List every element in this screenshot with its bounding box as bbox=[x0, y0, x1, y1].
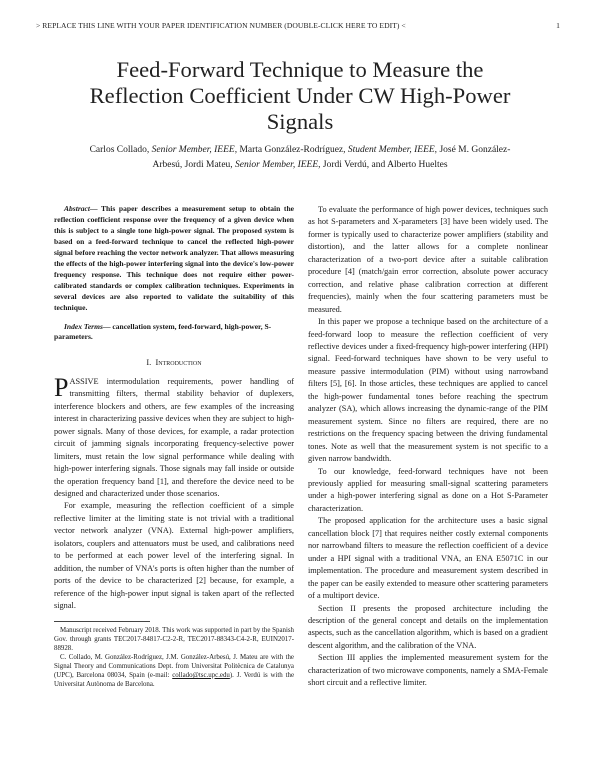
footnote-affiliations: C. Collado, M. González-Rodríguez, J.M. González-Arbesú, J. Mateu are with the Signal Theory and Communications Dept. from Universitat Politècnica de Catalunya (UPC), Barcelona 08034, Spain (e-mail: collado@tsc.upc.edu). J. Verdú is with the Universitat Autònoma de Barcelona. bbox=[54, 653, 294, 689]
body-paragraph: Section II presents the proposed architecture including the description of the general concept and details on the implementation aspects, such as the cancellation algorithm, which is based on a gradient descent algorithm, and the calibration of the VNA. bbox=[308, 603, 548, 650]
section-heading-introduction bbox=[54, 357, 294, 369]
abstract-lead: Abstract bbox=[64, 204, 90, 213]
intro-paragraph-2: For example, measuring the reflection coefficient of a simple reflective limiter at the limiting state is not trivial with a traditional vector network analyzer (VNA). External high-power amplifiers, isolators, couplers and attenuators must be used, and calibrations need to be performed at each power level of the interfering signal. In addition, the number of VNA's ports is often higher than the number of ports of the device to be characterized [2] because, for example, a reference of the high-power input signal is taken apart of the reflected signal. bbox=[54, 501, 294, 611]
body-paragraph: In this paper we propose a technique based on the architecture of a feed-forward loop to measure the reflection coefficient of very reflective devices under a fixed-frequency high-power interfering (HPI) signal. Feed-forward techniques have shown to be very useful to measure passive intermodulation (PIM) without using narrowband filters [5], [6]. In those articles, these techniques are applied to cancel the high-power fundamental tones before reaching the spectrum analyzer (SA), which allows increasing the dynamic-range of the PIM measurement system. Since no filters are required, there are no restrictions on the frequency spacing between the driving fundamental tones. Note as well that the measurement system is not specific to a given narrow bandwidth. bbox=[308, 317, 548, 464]
abstract bbox=[54, 204, 294, 314]
drop-cap: P bbox=[54, 372, 69, 402]
index-terms-text: — cancellation system, feed-forward, high-power, S-parameters. bbox=[54, 321, 272, 342]
author-line-1: Carlos Collado, Senior Member, IEEE, Marta González-Rodríguez, Student Member, IEEE, José M. González- bbox=[89, 145, 511, 155]
body-paragraph: To our knowledge, feed-forward techniques have not been previously applied for measuring small-signal scattering parameters under a high-power interfering signal as done on a Hot S-Parameter characterization. bbox=[308, 466, 548, 513]
abstract-text: — This paper describes a measurement setup to obtain the reflection coefficient response over the frequency of a given device when this is subject to a single tone high-power signal. The proposed system is based on a feed-forward technique to cancel the reflected high-power signal before reaching the vector network analyzer. That allows measuring the effects of the high-power interfering signal into the device's low-power frequency response. This technique does not require either power-calibrated standards or complex calibration techniques. Experiments in several devices are also reported to validate the suitability of this technique. bbox=[54, 204, 294, 312]
intro-paragraph-1: PASSIVE intermodulation requirements, power handling of transmitting filters, thermal stability behavior of duplexers, interference blockers and others, are few examples of the increasing interest in characterizing passive devices when they are subject to high-power signals. Many of those devices, for example, a radar protection circuit of jamming signals incorporating frequency-selective power limiters, must retain the low signal performance while dealing with high-power interfering signals. Those signals may fall inside or outside the operation frequency band [1], and therefore the device need to be designed and characterized under those scenarios. bbox=[54, 372, 294, 498]
body-paragraph: Section III applies the implemented measurement system for the characterization of two microwave components, namely a SMA-Female short circuit and a reflective limiter. bbox=[308, 653, 548, 688]
paper-id-placeholder: > REPLACE THIS LINE WITH YOUR PAPER IDENTIFICATION NUMBER (DOUBLE-CLICK HERE TO EDIT) < bbox=[36, 21, 406, 30]
index-terms-lead: Index Terms bbox=[64, 321, 103, 331]
right-column bbox=[308, 204, 548, 690]
body-paragraph: The proposed application for the architecture uses a basic signal cancellation block [7] that requires neither costly external components nor narrowband filters to measure the reflection coefficient of a device under a HPI signal with a traditional VNA, an ENA E5071C in our implementation. The procedure and measurement system described in the paper can be easily extended to measure other scattering parameters of a multiport device. bbox=[308, 516, 548, 601]
section-title: Introduction bbox=[155, 358, 202, 368]
title-line-3: Signals bbox=[266, 109, 334, 134]
left-column bbox=[54, 204, 294, 689]
footnote-divider bbox=[54, 621, 150, 622]
section-number: I. bbox=[146, 358, 152, 368]
title-line-1: Feed-Forward Technique to Measure the bbox=[116, 57, 484, 82]
author-line-2: Arbesú, Jordi Mateu, Senior Member, IEEE, Jordi Verdú, and Alberto Hueltes bbox=[152, 160, 448, 170]
title-line-2: Reflection Coefficient Under CW High-Power bbox=[89, 83, 511, 108]
page-header bbox=[36, 21, 560, 30]
body-paragraph: To evaluate the performance of high power devices, techniques such as hot S-parameters and X-parameters [3] have been widely used. The former is typically used to characterize power amplifiers (stability and distortion), and the latter allows for a complete nonlinear characterization of a two-port device after a suitable calibration procedure [4] (match/gain error correction, absolute power accuracy correction, and relative phase calibration correction at different frequencies), mainly when the four scattering parameters must be measured. bbox=[308, 205, 548, 314]
footnote-manuscript: Manuscript received February 2018. This work was supported in part by the Spanish Gov. through grants TEC2017-84817-C2-2-R, TEC2017-88343-C4-2-R, EUIN2017-88928. bbox=[54, 626, 294, 652]
paper-title bbox=[40, 57, 560, 135]
index-terms bbox=[54, 322, 294, 344]
page-number: 1 bbox=[556, 21, 560, 30]
author-list bbox=[40, 143, 560, 173]
author-email-link[interactable]: collado@tsc.upc.edu bbox=[172, 671, 230, 679]
